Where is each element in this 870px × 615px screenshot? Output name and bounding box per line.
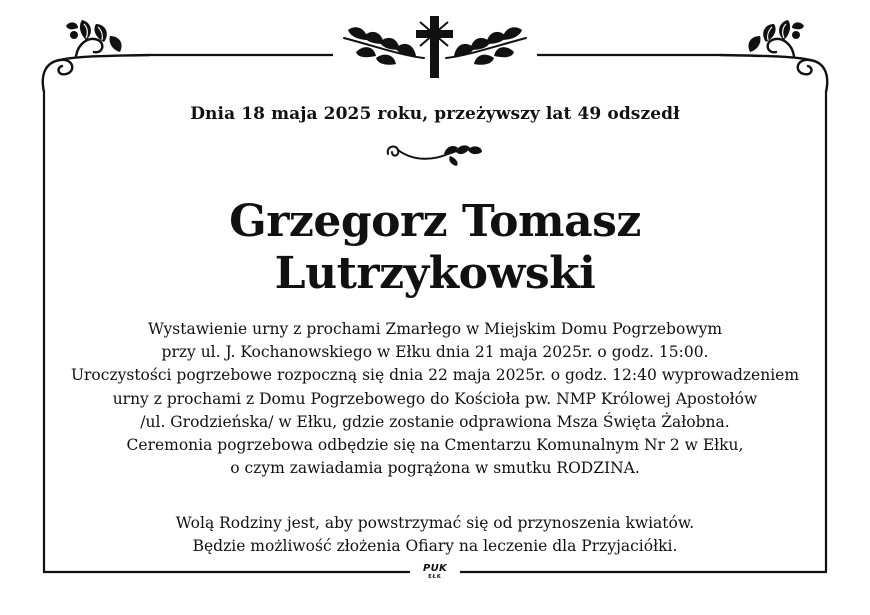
body-line: urny z prochami z Domu Pogrzebowego do Kościoła pw. NMP Królowej Apostołów [112,389,758,408]
body-line: /ul. Grodzieńska/ w Ełku, gdzie zostanie odprawiona Msza Święta Żałobna. [140,412,730,431]
footer-line: Wolą Rodziny jest, aby powstrzymać się od przynoszenia kwiatów. [175,514,695,532]
family-request [0,512,870,558]
cross-with-laurel-icon [334,10,536,82]
intro-text: Dnia 18 maja 2025 roku, przeżywszy lat 49 odszedł [190,104,680,124]
name-line-1: Grzegorz Tomasz [229,196,641,247]
company-logo [416,563,454,585]
body-line: przy ul. J. Kochanowskiego w Ełku dnia 21 maja 2025r. o godz. 15:00. [161,343,709,362]
footer-line: Będzie możliwość złożenia Ofiary na leczenie dla Przyjaciółki. [192,537,678,556]
body-line: o czym zawiadamia pogrążona w smutku RODZINA. [230,459,640,478]
name-line-2: Lutrzykowski [274,248,596,299]
floral-swirl-icon [36,14,156,94]
logo-sub-text: EŁK [428,574,442,580]
funeral-details [0,318,870,480]
floral-swirl-icon [714,14,834,94]
body-line: Wystawienie urny z prochami Zmarłego w Miejskim Domu Pogrzebowym [147,320,723,338]
body-line: Uroczystości pogrzebowe rozpoczną się dnia 22 maja 2025r. o godz. 12:40 wyprowadzeniem [70,366,800,385]
leaf-sprig-icon [384,140,488,168]
body-line: Ceremonia pogrzebowa odbędzie się na Cmentarzu Komunalnym Nr 2 w Ełku, [126,436,744,455]
logo-main-text: PUK [422,563,448,574]
deceased-name [0,196,870,300]
